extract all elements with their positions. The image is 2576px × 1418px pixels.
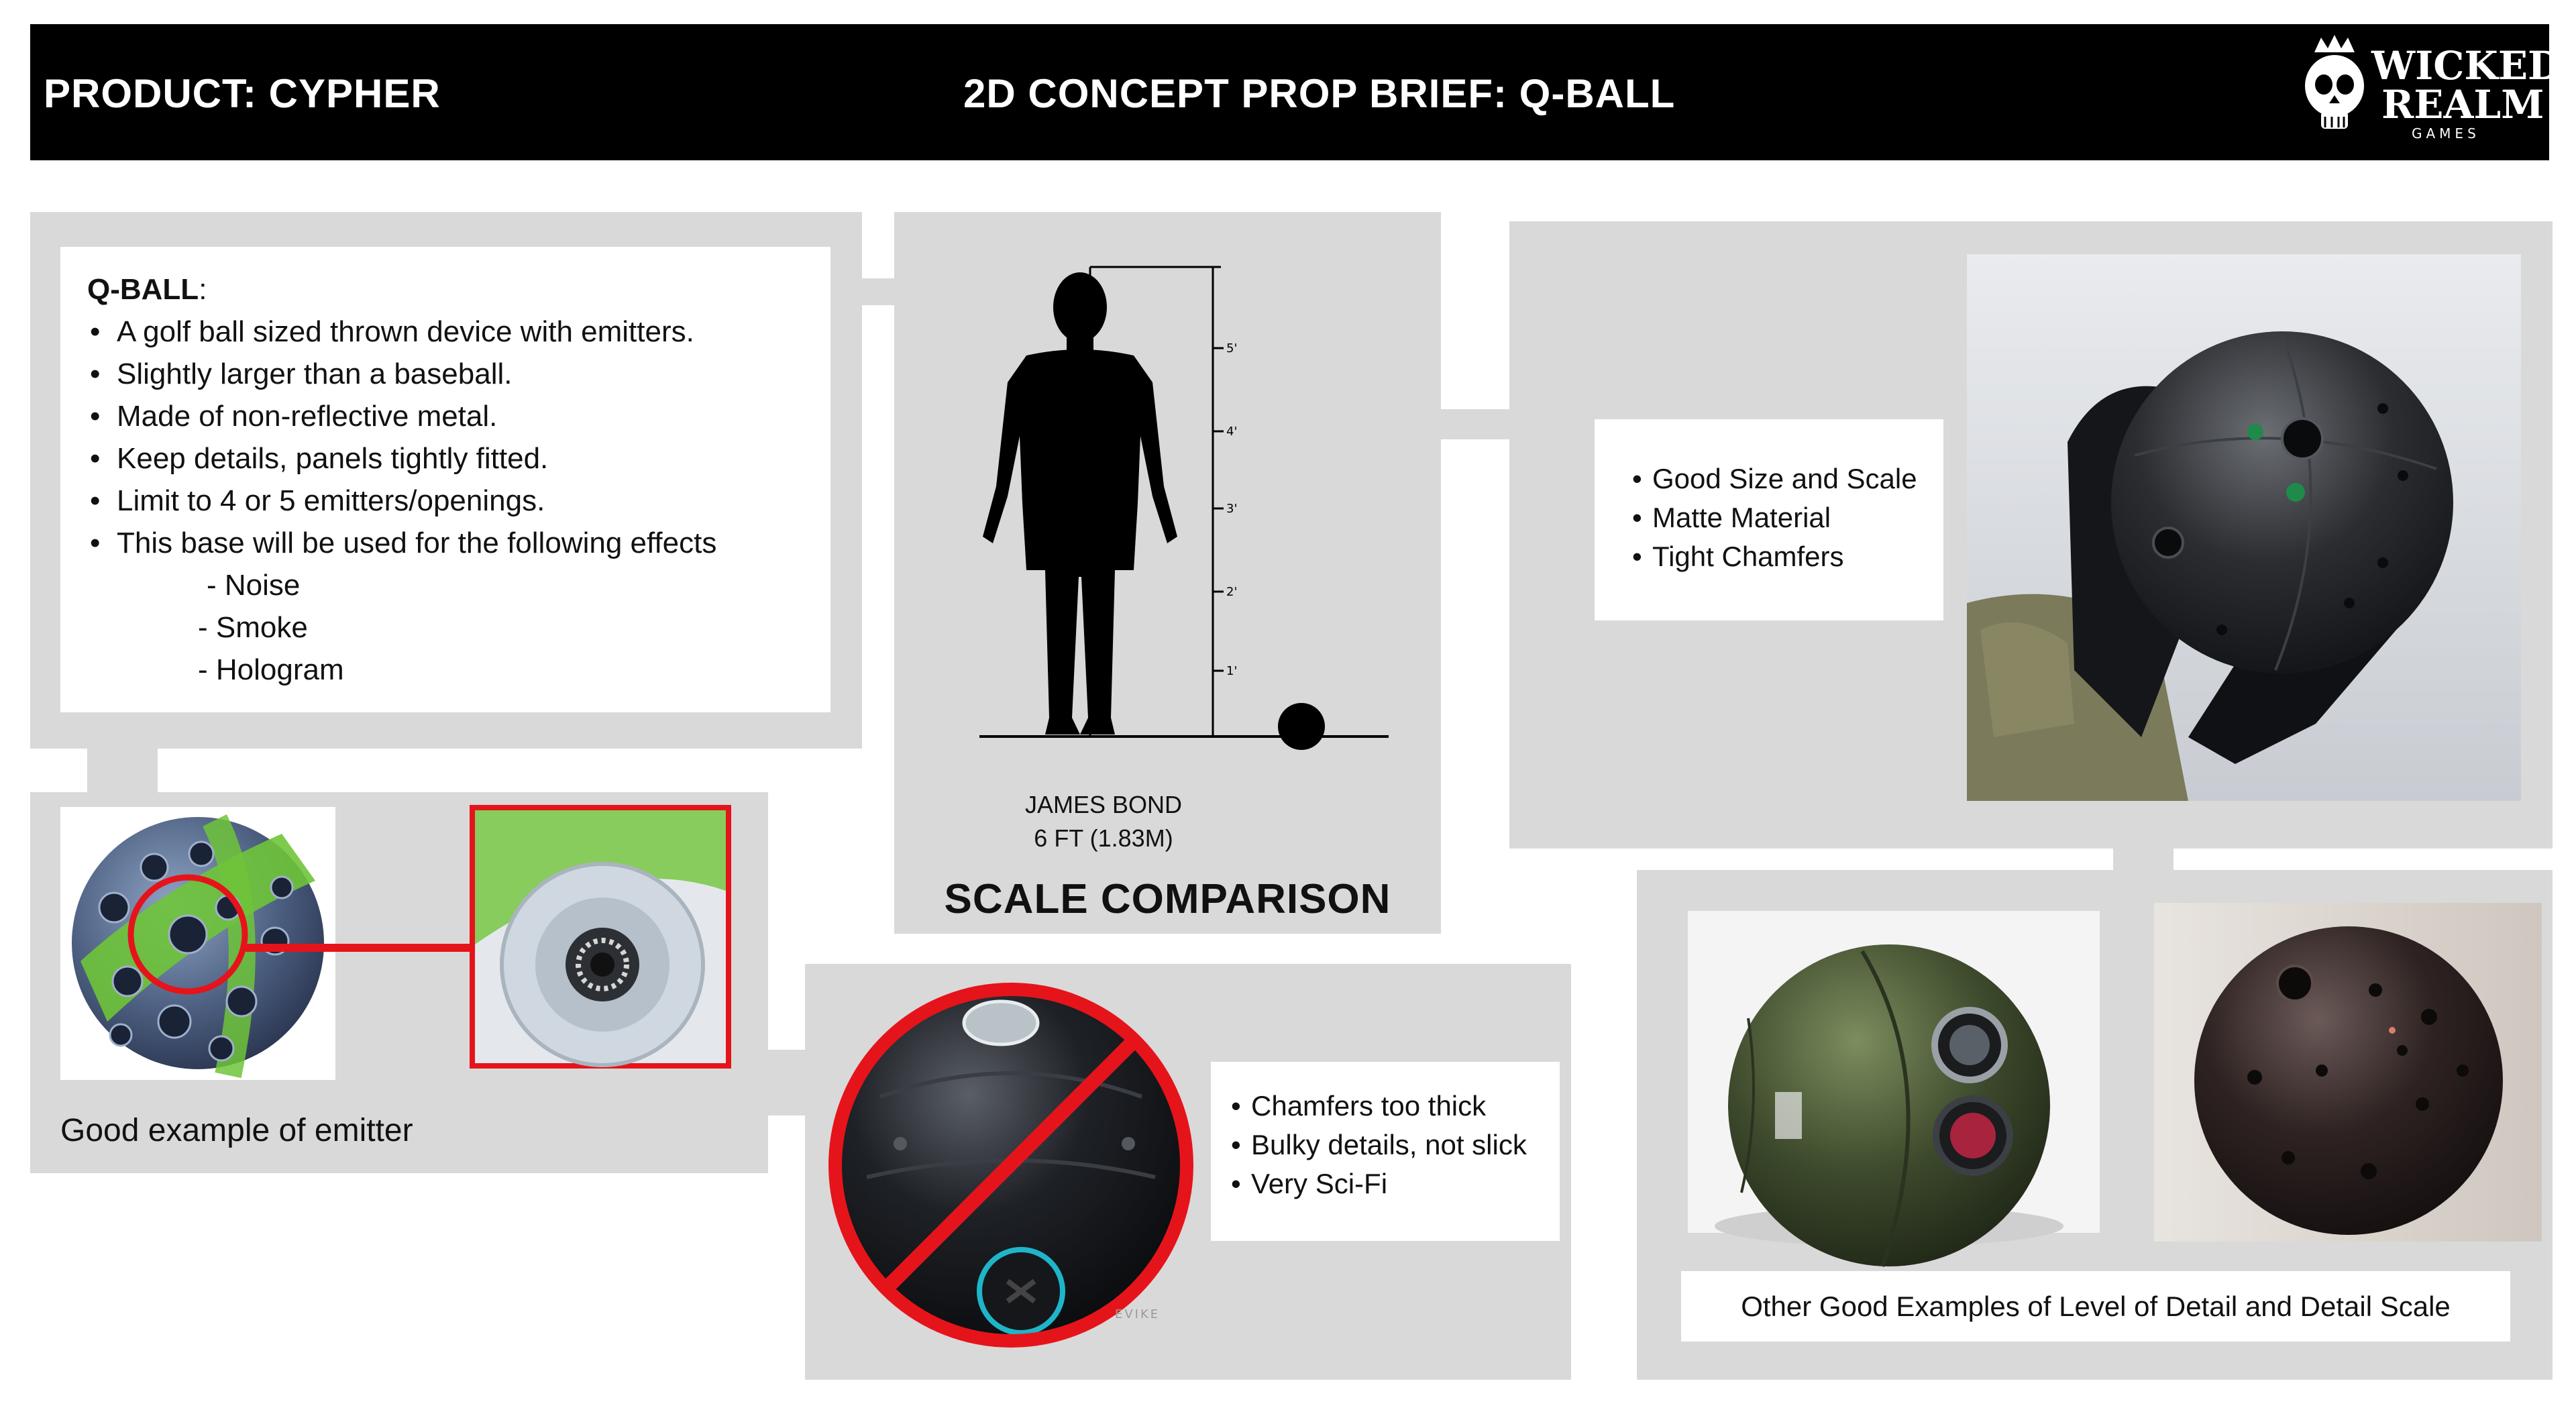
figure-height: 6 FT (1.83M) — [1034, 824, 1173, 852]
figure-name: JAMES BOND — [1024, 791, 1183, 818]
effect-item: - Noise — [207, 569, 301, 602]
tick-label: 5' — [1226, 341, 1238, 356]
product-title: PRODUCT: CYPHER — [44, 71, 441, 116]
wicked-realm-logo — [2301, 31, 2562, 148]
dark-ball-photo — [2154, 903, 2542, 1242]
emitter-caption: Good example of emitter — [60, 1113, 413, 1148]
info-bullet: • A golf ball sized thrown device with emitters. — [87, 311, 804, 353]
info-bullet: • Slightly larger than a baseball. — [87, 353, 804, 395]
tick-label: 4' — [1226, 425, 1238, 439]
figure-caption — [1023, 788, 1184, 855]
logo-line-games: GAMES — [2412, 125, 2480, 142]
info-bullet: • This base will be used for the following effects — [87, 522, 804, 564]
bad-note: • Very Sci-Fi — [1228, 1164, 1546, 1203]
info-bullet: • Made of non-reflective metal. — [87, 395, 804, 437]
tick-label: 3' — [1226, 502, 1238, 516]
info-heading: Q-BALL — [87, 273, 199, 306]
skull-crown-icon — [2305, 35, 2364, 129]
green-ball-photo — [1688, 911, 2100, 1233]
other-examples-caption: Other Good Examples of Level of Detail and Detail Scale — [1681, 1271, 2510, 1342]
connector — [1441, 409, 1515, 439]
bad-note: • Chamfers too thick — [1228, 1087, 1546, 1126]
bad-example-photo — [820, 976, 1202, 1355]
human-silhouette — [983, 272, 1177, 734]
connector — [87, 749, 158, 792]
connector — [2113, 849, 2174, 870]
good-note: • Matte Material — [1629, 498, 1930, 537]
q-ball-scale-icon — [1278, 703, 1325, 750]
connector — [862, 278, 899, 305]
hand-held-ball-photo — [1967, 254, 2521, 801]
logo-line-wicked: WICKED — [2371, 43, 2562, 89]
effect-item: - Hologram — [198, 653, 344, 686]
callout-line — [241, 944, 473, 952]
info-text-box: Q-BALL: • A golf ball sized thrown device with emitters. • Slightly larger than a baseball. • Made of non-reflective metal. • Keep details, panels tightly fitted. • Limit to 4 or 5 emitters/openings. • This base will be used for the following effects - Noise - Smoke - Hologram — [60, 247, 830, 712]
scale-title: SCALE COMPARISON — [944, 876, 1391, 922]
tick-label: 1' — [1226, 664, 1238, 678]
brief-title: 2D CONCEPT PROP BRIEF: Q-BALL — [963, 71, 1676, 116]
info-bullet: • Keep details, panels tightly fitted. — [87, 437, 804, 480]
watermark: EVIKE — [1115, 1307, 1161, 1321]
tick-label: 2' — [1226, 585, 1238, 599]
good-example-notes — [1595, 419, 1943, 620]
emitter-closeup-photo — [470, 805, 731, 1069]
scale-diagram — [939, 255, 1395, 765]
effect-item: - Smoke — [198, 611, 308, 644]
bad-note: • Bulky details, not slick — [1228, 1126, 1546, 1164]
good-note: • Good Size and Scale — [1629, 459, 1930, 498]
bad-example-notes — [1211, 1062, 1560, 1241]
info-bullet: • Limit to 4 or 5 emitters/openings. — [87, 480, 804, 522]
connector — [768, 1050, 805, 1115]
logo-line-realm: REALM — [2381, 82, 2544, 127]
good-note: • Tight Chamfers — [1629, 537, 1930, 576]
